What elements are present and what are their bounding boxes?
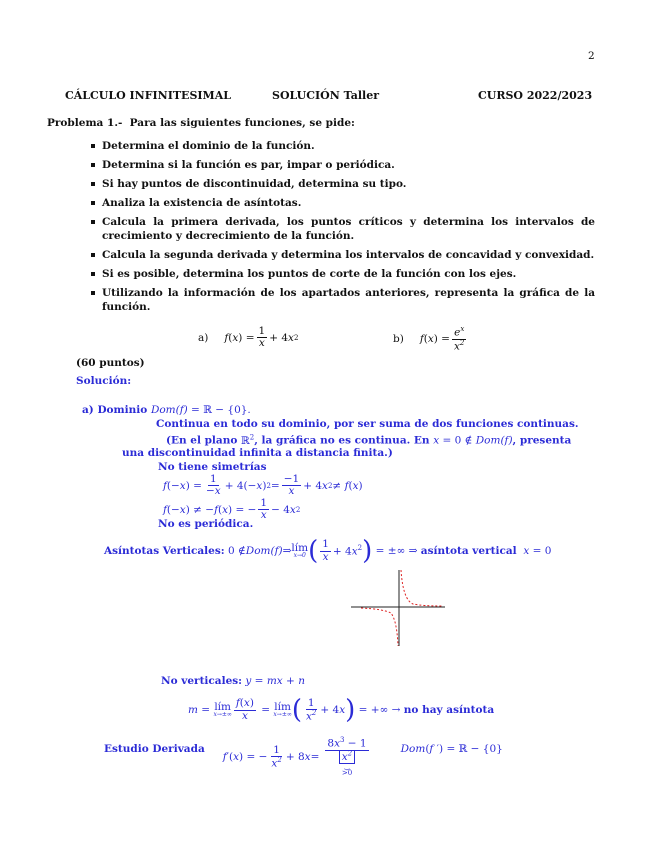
- header-course: CÁLCULO INFINITESIMAL: [65, 89, 231, 102]
- problem-intro: Para las siguientes funciones, se pide:: [129, 117, 355, 129]
- domain-line: a) Dominio Dom(f) = ℝ − {0}.: [82, 404, 251, 416]
- plane-note: (En el plano ℝ$^2$, la gráfica no es continua. En x = 0 ∉ Dom(f), presenta: [166, 433, 572, 447]
- plane-note-cont: una discontinuidad infinita a distancia finita.): [122, 447, 393, 459]
- right-branch: [401, 570, 442, 606]
- task-item: Calcula la segunda derivada y determina los intervalos de concavidad y convexidad.: [90, 248, 595, 262]
- task-list: [90, 139, 595, 319]
- task-item: Si es posible, determina los puntos de corte de la función con los ejes.: [90, 267, 595, 281]
- vertical-asymptote-line: Asíntotas Verticales: 0 ∉ Dom(f) ⇒ lím x→0 ( $\frac{1}{x}$ + $4x^2$ ) = ±∞ ⇒ asíntota vertical x = 0: [104, 536, 552, 566]
- derivative-line: Estudio Derivada f ′( x ) = − $\frac{1}{x^2}$ + 8 x = $\frac{8x^3 - 1}{x^2}$ ⏟ >0 Dom(f ′) = ℝ − {0}: [104, 736, 503, 778]
- task-item: Calcula la primera derivada, los puntos críticos y determina los intervalos de crecimiento y decrecimiento de la función.: [90, 215, 595, 243]
- solution-title: Solución:: [76, 375, 132, 387]
- symmetry-eq-1: f (− x ) = $\frac{1}{-x}$ + 4(− x ) 2 = $\frac{-1}{x}$ + 4 x 2 ≠ f ( x ): [163, 473, 363, 498]
- non-vertical-line: No verticales: y = mx + n: [161, 675, 305, 687]
- problem-heading: [47, 117, 355, 129]
- left-branch: [361, 608, 398, 646]
- header-doc: SOLUCIÓN Taller: [272, 89, 380, 102]
- function-a: a) f ( x ) = $\frac{1}{x}$ + 4 x 2: [198, 325, 299, 350]
- task-item: Determina si la función es par, impar o periódica.: [90, 158, 595, 172]
- continuity-text: Continua en todo su dominio, por ser suma de dos funciones continuas.: [156, 418, 579, 430]
- symmetry-eq-2: f (− x ) ≠ − f ( x ) = − $\frac{1}{x}$ − 4 x 2: [163, 497, 301, 522]
- slope-limit: m = lím x→±∞ $\frac{f(x)}{x}$ = lím x→±∞ ( $\frac{1}{x^2}$ + 4 x ) = +∞ → no hay asíntota: [188, 695, 495, 725]
- points: (60 puntos): [76, 357, 145, 369]
- header-year: CURSO 2022/2023: [478, 89, 593, 102]
- function-b: b) f ( x ) = $\frac{e^x}{x^2}$: [393, 325, 465, 353]
- task-item: Si hay puntos de discontinuidad, determina su tipo.: [90, 177, 595, 191]
- task-item: Analiza la existencia de asíntotas.: [90, 196, 595, 210]
- task-item: Determina el dominio de la función.: [90, 139, 595, 153]
- asymptote-sketch: [347, 566, 447, 648]
- not-periodic: No es periódica.: [158, 518, 254, 530]
- no-symmetry: No tiene simetrías: [158, 461, 267, 473]
- task-item: Utilizando la información de los apartados anteriores, representa la gráfica de la función.: [90, 286, 595, 314]
- page-number: 2: [588, 50, 595, 62]
- problem-label: Problema 1.-: [47, 117, 123, 129]
